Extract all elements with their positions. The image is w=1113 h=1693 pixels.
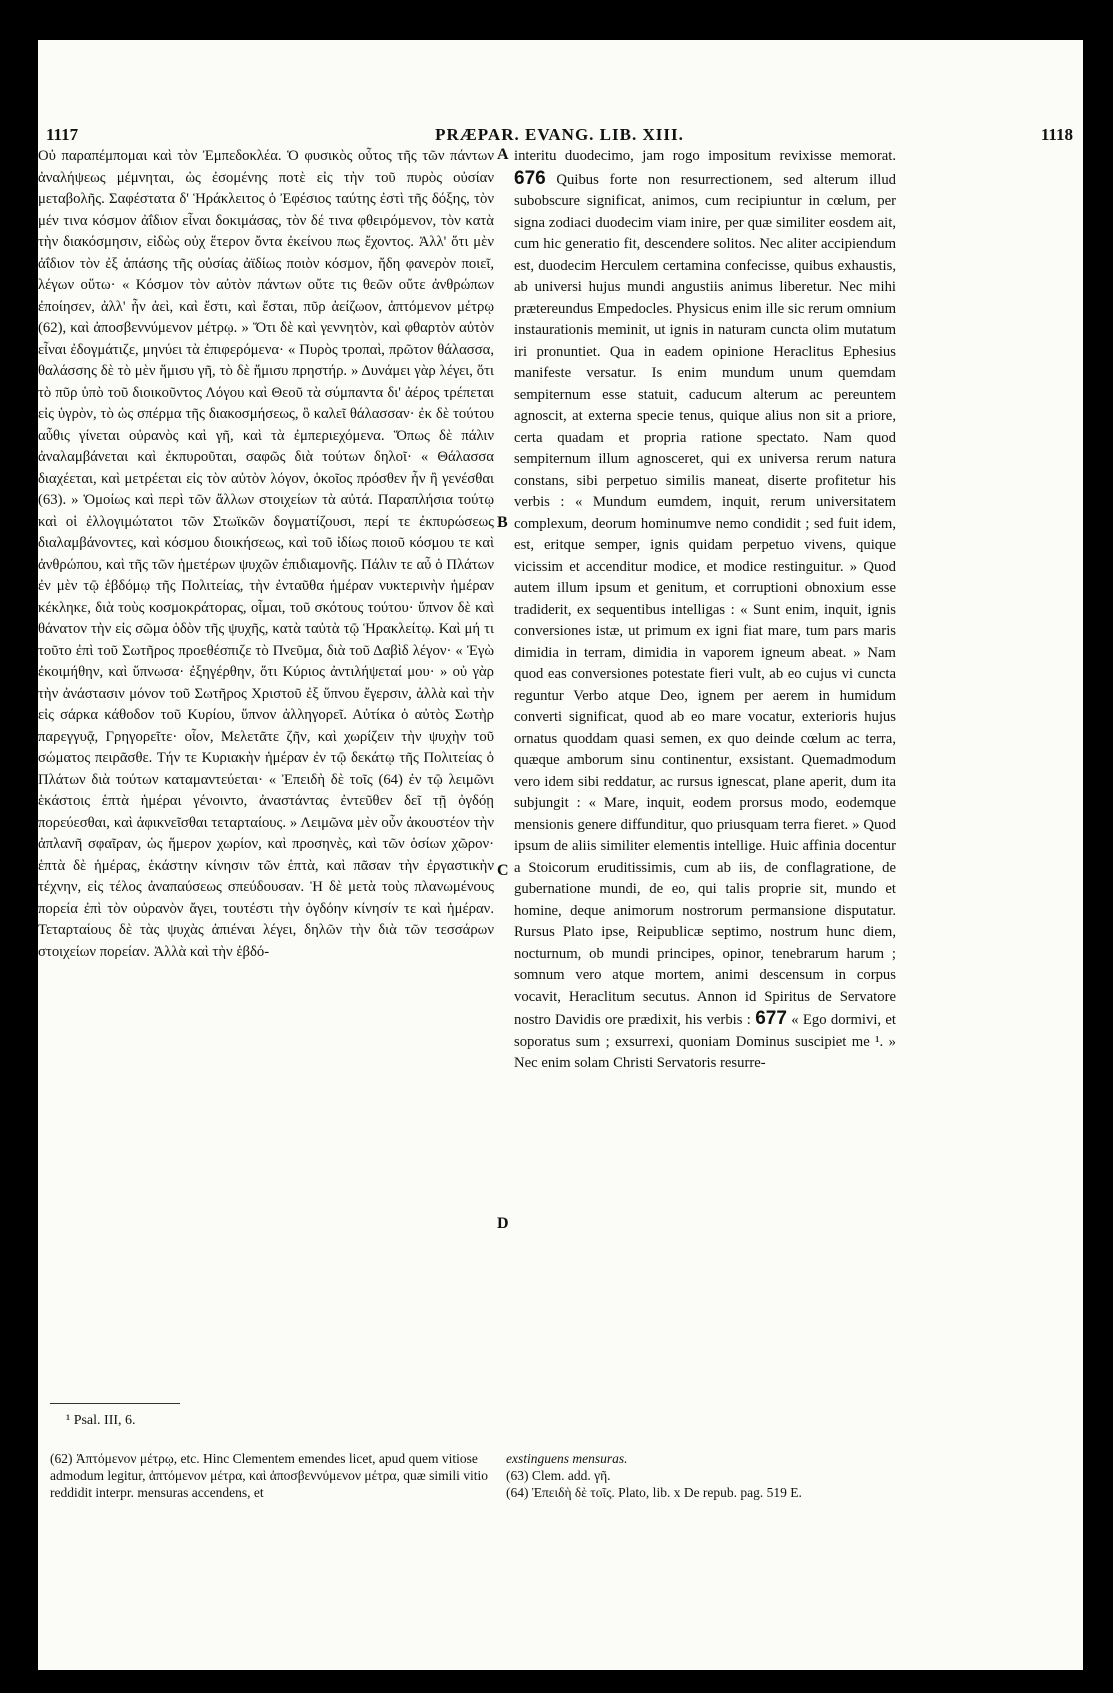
latin-text-part-2: Quibus forte non resurrectionem, sed alterum illud subobscure significat, animos, cum recipiuntur in cœlum, per signa zodiaci duodecim viam inire, per quæ similiter eosdem ait, cum hic generatio fit, descendere solitos. Nec aliter accipiendum est, duodecim Herculem certamina confecisse, quibus exhaustis, ab universi hujus mundi angustiis animus liberetur. Nec mihi prætereundus Empedocles. Physicus enim ille sic rerum omnium instaurationis meminit, ut ignis in naturam cuncta olim mutatum iri pronuntiet. Qua in eadem opinione Heraclitus Ephesius manifeste versatur. Is enim mundum unum quemdam sempiternum esse statuit, caducum alterum ac pereuntem agnoscit, at externa specie tenus, quique alius non sit a priore, certa quadam et propria ratione spectato. Nam quod sempiternum illum agnosceret, qui ex universa rerum natura constans, sibi perpetuo similis maneat, diserte profitetur his verbis : « Mundum eumdem, inquit, rerum universitatem complexum, deorum hominumve nemo condidit ; sed fuit idem, est, eritque semper, ignis quidam perpetuo vivens, quique vicissim et accenditur modice, et modice restinguitur. » Quod autem illum ipsum et genitum, et corruptioni obnoxium esse tradiderit, ex sequentibus intelligas : « Sunt enim, inquit, ignis conversiones istæ, ut primum ex igni fiat mare, tum pars maris dimidia in terram, dimidia in vaporem igneum abeat. » Nam quod eas conversiones potestate fieri vult, ab eo cujus vi cuncta reguntur Verbo atque Deo, ignem per aerem in humidum converti significat, quod ab eo mare vocatur, exterioris hujus ornatus quoddam quasi semen, ex quo deinde cœlum ac terra, quæque amborum sinu continentur, exsistant. Quemadmodum vero idem sibi reddatur, ac rursus ignescat, plane aperit, dum ita subjungit : « Mare, inquit, eodem prorsus modo, eodemque mensionis genere diffunditur, quo priusquam terra fieret. » Quod ipsum de aliis similiter elementis intellige. Huic affinia docentur a Stoicorum eruditissimis, cum ab iis, de conflagratione, de gubernatione mundi, de eo, qui talis proprie sit, mundo et homine, deque animorum nostrorum permansione disputatur. Rursus Plato ipse, Reipublicæ septimo, nostrum hunc diem, nocturnum, ob mundi principes, opinor, tenebrarum harum ; somnum vero atque mortem, animi descensum in corpus vocavit, Heraclitum secutus. Annon id Spiritus de Servatore nostro Davidis ore prædixit, his verbis : — [514, 171, 897, 1028]
latin-text-part-1: interitu duodecimo, jam rogo impositum revixisse memorat. — [514, 148, 896, 164]
page-mark-677: 677 — [755, 1008, 787, 1029]
note-62-continued: exstinguens mensuras. — [506, 1451, 628, 1466]
section-marker-d: D — [497, 1215, 509, 1232]
footnote-rule — [50, 1403, 180, 1404]
latin-text-part-3: « Ego dormivi, et soporatus sum ; exsurrexi, quoniam Dominus suscipiet me ¹. » Nec enim solam Christi Servatoris resurre- — [514, 1012, 896, 1071]
note-63: (63) Clem. add. γῆ. — [506, 1468, 611, 1483]
page-mark-676: 676 — [514, 167, 546, 189]
note-64: (64) Ἐπειδὴ δὲ τοῖς. Plato, lib. x De repub. pag. 519 E. — [506, 1485, 802, 1500]
latin-column — [514, 146, 896, 1075]
page-number-right: 1118 — [1040, 125, 1073, 144]
section-marker-a: A — [497, 146, 509, 163]
running-title: PRÆPAR. EVANG. LIB. XIII. — [435, 125, 684, 144]
greek-column — [38, 146, 494, 963]
section-marker-b: B — [497, 514, 508, 531]
greek-text: Οὐ παραπέμπομαι καὶ τὸν Ἐμπεδοκλέα. Ὁ φυσικὸς οὗτος τῆς τῶν πάντων ἀναλήψεως μέμνηται, ὡς ἐσομένης ποτὲ εἰς τὴν τοῦ πυρὸς οὐσίαν μεταβολῆς. Σαφέστατα δ' Ἡράκλειτος ὁ Ἐφέσιος ταύτης ἐστὶ τῆς δόξης, τὸν μέν τινα κόσμον ἀΐδιον εἶναι δοκιμάσας, τὸν δέ τινα φθειρόμενον, τὸν κατὰ τὴν διακόσμησιν, εἰδὼς οὐχ ἕτερον ὄντα ἐκείνου πως ἔχοντος. Ἀλλ' ὅτι μὲν ἀΐδιον τὸν ἐξ ἁπάσης τῆς οὐσίας ἀϊδίως ποιὸν κόσμον, ἤδη φανερὸν ποιεῖ, λέγων οὕτω· « Κόσμον τὸν αὐτὸν πάντων οὔτε τις θεῶν οὔτε ἀνθρώπων ἐποίησεν, ἀλλ' ἦν ἀεὶ, καὶ ἔστι, καὶ ἔσται, πῦρ ἀείζωον, ἁπτόμενον μέτρῳ (62), καὶ ἀποσβεννύμενον μέτρῳ. » Ὅτι δὲ καὶ γεννητὸν, καὶ φθαρτὸν αὐτὸν εἶναι ἐδογμάτιζε, μηνύει τὰ ἐπιφερόμενα· « Πυρὸς τροπαὶ, πρῶτον θάλασσα, θαλάσσης δὲ τὸ μὲν ἥμισυ γῆ, τὸ δὲ ἥμισυ πρηστήρ. » Δυνάμει γὰρ λέγει, ὅτι τὸ πῦρ ὑπὸ τοῦ διοικοῦντος Λόγου καὶ Θεοῦ τὰ σύμπαντα δι' ἀέρος τρέπεται εἰς ὑγρὸν, τὸ ὡς σπέρμα τῆς διακοσμήσεως, ὃ καλεῖ θάλασσαν· ἐκ δὲ τούτου αὖθις γίνεται οὐρανὸς καὶ γῆ, καὶ τὰ ἐμπεριεχόμενα. Ὅπως δὲ πάλιν ἀναλαμβάνεται καὶ ἐκπυροῦται, σαφῶς διὰ τούτων δηλοῖ· « Θάλασσα διαχέεται, καὶ μετρέεται εἰς τὸν αὐτὸν λόγον, ὁκοῖος πρόσθεν ἦν ἢ γενέσθαι (63). » Ὁμοίως καὶ περὶ τῶν ἄλλων στοιχείων τὰ αὐτά. Παραπλήσια τούτῳ καὶ οἱ ἐλλογιμώτατοι τῶν Στωϊκῶν δογματίζουσι, περί τε ἐκπυρώσεως διαλαμβάνοντες, καὶ κόσμου διοικήσεως, καὶ τοῦ ἰδίως ποιοῦ κόσμου τε καὶ ἀνθρώπου, καὶ τῆς τῶν ἡμετέρων ψυχῶν ἐπιδιαμονῆς. Πάλιν τε αὖ ὁ Πλάτων ἐν μὲν τῷ ἑβδόμῳ τῆς Πολιτείας, τὴν ἐνταῦθα ἡμέραν νυκτερινὴν ἡμέραν κέκληκε, διὰ τοὺς κοσμοκράτορας, οἶμαι, τοῦ σκότους τούτου· ὕπνον δὲ καὶ θάνατον τὴν εἰς σῶμα ὁδὸν τῆς ψυχῆς, κατὰ ταὐτὰ τῷ Ἡρακλείτῳ. Καὶ μή τι τοῦτο ἐπὶ τοῦ Σωτῆρος προεθέσπιζε τὸ Πνεῦμα, διὰ τοῦ Δαβὶδ λέγον· « Ἐγὼ ἐκοιμήθην, καὶ ὕπνωσα· ἐξηγέρθην, ὅτι Κύριος ἀντιλήψεταί μου· » οὐ γὰρ τὴν ἀνάστασιν μόνον τοῦ Σωτῆρος Χριστοῦ ἐξ ὕπνου ἔγερσιν, ἀλλὰ καὶ τὴν εἰς σάρκα κάθοδον τοῦ Κυρίου, ὕπνον ἀλληγορεῖ. Αὐτίκα ὁ αὐτὸς Σωτὴρ παρεγγυᾷ, Γρηγορεῖτε· οἷον, Μελετᾶτε ζῆν, καὶ χωρίζειν τὴν ψυχὴν τοῦ σώματος πειρᾶσθε. Τήν τε Κυριακὴν ἡμέραν ἐν τῷ δεκάτῳ τῆς Πολιτείας ὁ Πλάτων διὰ τούτων καταμαντεύεται· « Ἐπειδὴ δὲ τοῖς (64) ἐν τῷ λειμῶνι ἑκάστοις ἑπτὰ ἡμέραι γένοιντο, ἀναστάντας ἐντεῦθεν δεῖ τῇ ὀγδόῃ πορεύεσθαι, καὶ ἀφικνεῖσθαι τεταρταίους. » Λειμῶνα μὲν οὖν ἀκουστέον τὴν ἀπλανῆ σφαῖραν, ὡς ἥμερον χωρίον, καὶ προσηνὲς, καὶ τῶν ὁσίων χῶρον· ἑπτὰ δὲ ἡμέρας, ἑκάστην κίνησιν τῶν ἑπτὰ, καὶ πᾶσαν τὴν ἐργαστικὴν τέχνην, εἰς τέλος ἀναπαύσεως σπεύδουσαν. Ἡ δὲ μετὰ τοὺς πλανωμένους πορεία ἐπὶ τὸν οὐρανὸν ἄγει, τουτέστι τὴν ὀγδόην κίνησίν τε καὶ ἡμέραν. Τεταρταίους δὲ τὰς ψυχὰς ἀπιέναι λέγει, δηλῶν τὴν διὰ τῶν τεσσάρων στοιχείων πορείαν. Ἀλλὰ καὶ τὴν ἑβδό- — [38, 148, 494, 960]
latin-text — [514, 146, 896, 1075]
note-62: (62) Ἁπτόμενον μέτρῳ, etc. Hinc Clementem emendes licet, apud quem vitiose admodum legitur, ἁπτόμενον μέτρα, καὶ ἀποσβεννύμενον μέτρα, quæ simili vitio reddidit interpr. mensuras accendens, et — [50, 1451, 489, 1500]
notes-right — [506, 1450, 926, 1501]
scripture-footnote: ¹ Psal. III, 6. — [66, 1413, 136, 1428]
page-number-left: 1117 — [46, 125, 79, 144]
book-page — [38, 40, 1083, 1670]
notes-left — [50, 1450, 490, 1501]
section-marker-c: C — [497, 862, 509, 879]
